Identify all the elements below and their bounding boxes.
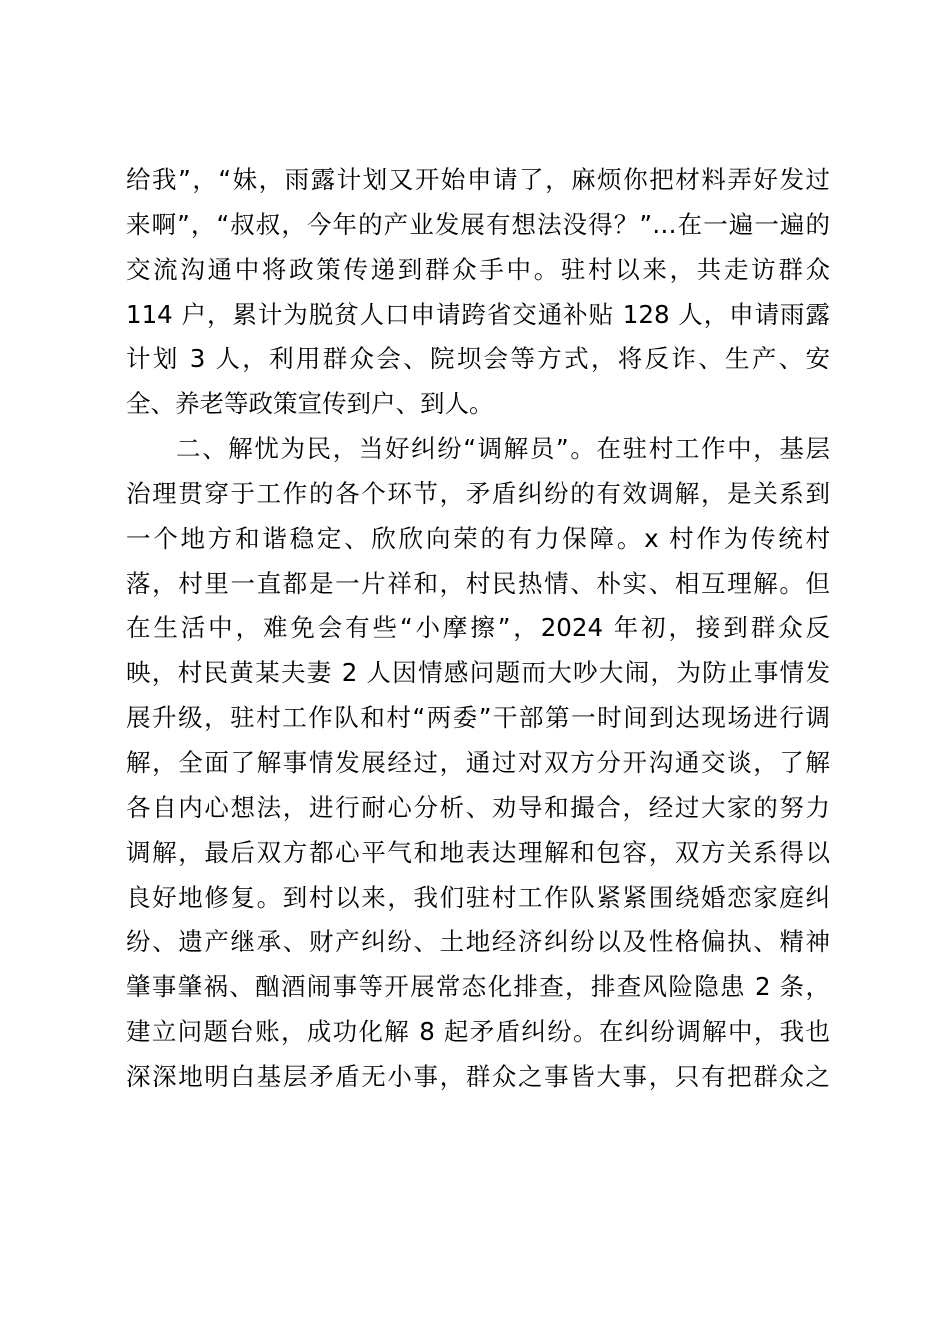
- text-line: 二、解忧为民，当好纠纷“调解员”。在驻村工作中，基层: [176, 434, 830, 464]
- text-line: 给我”，“妹，雨露计划又开始申请了，麻烦你把材料弄好发过: [126, 165, 830, 194]
- text-line: 在生活中，难免会有些“小摩擦”，2024 年初，接到群众反: [126, 613, 830, 643]
- text-line: 良好地修复。到村以来，我们驻村工作队紧紧围绕婚恋家庭纠: [126, 882, 830, 912]
- text-line: 深深地明白基层矛盾无小事，群众之事皆大事，只有把群众之: [126, 1061, 830, 1091]
- body-text: [126, 158, 830, 1100]
- text-line: 肇事肇祸、酗酒闹事等开展常态化排查，排查风险隐患 2 条，: [126, 972, 830, 1002]
- text-line: 纷、遗产继承、财产纠纷、土地经济纠纷以及性格偏执、精神: [126, 927, 830, 957]
- text-line: 展升级，驻村工作队和村“两委”干部第一时间到达现场进行调: [126, 703, 830, 733]
- text-line: 全、养老等政策宣传到户、到人。: [126, 389, 494, 419]
- paragraph-2: [126, 427, 830, 1100]
- text-line: 各自内心想法，进行耐心分析、劝导和撮合，经过大家的努力: [126, 792, 830, 822]
- text-line: 落，村里一直都是一片祥和，村民热情、朴实、相互理解。但: [126, 568, 830, 598]
- text-line: 来啊”，“叔叔，今年的产业发展有想法没得？”…在一遍一遍的: [126, 209, 830, 239]
- paragraph-1: [126, 158, 830, 427]
- text-line: 一个地方和谐稳定、欣欣向荣的有力保障。x 村作为传统村: [126, 523, 830, 553]
- text-line: 映，村民黄某夫妻 2 人因情感问题而大吵大闹，为防止事情发: [126, 658, 830, 688]
- text-line: 调解，最后双方都心平气和地表达理解和包容，双方关系得以: [126, 837, 830, 867]
- text-line: 交流沟通中将政策传递到群众手中。驻村以来，共走访群众: [126, 254, 830, 284]
- text-line: 114 户，累计为脱贫人口申请跨省交通补贴 128 人，申请雨露: [126, 299, 830, 329]
- text-line: 解，全面了解事情发展经过，通过对双方分开沟通交谈，了解: [126, 747, 830, 777]
- text-line: 建立问题台账，成功化解 8 起矛盾纠纷。在纠纷调解中，我也: [126, 1017, 830, 1047]
- text-line: 计划 3 人，利用群众会、院坝会等方式，将反诈、生产、安: [126, 344, 830, 374]
- text-line: 治理贯穿于工作的各个环节，矛盾纠纷的有效调解，是关系到: [126, 478, 830, 508]
